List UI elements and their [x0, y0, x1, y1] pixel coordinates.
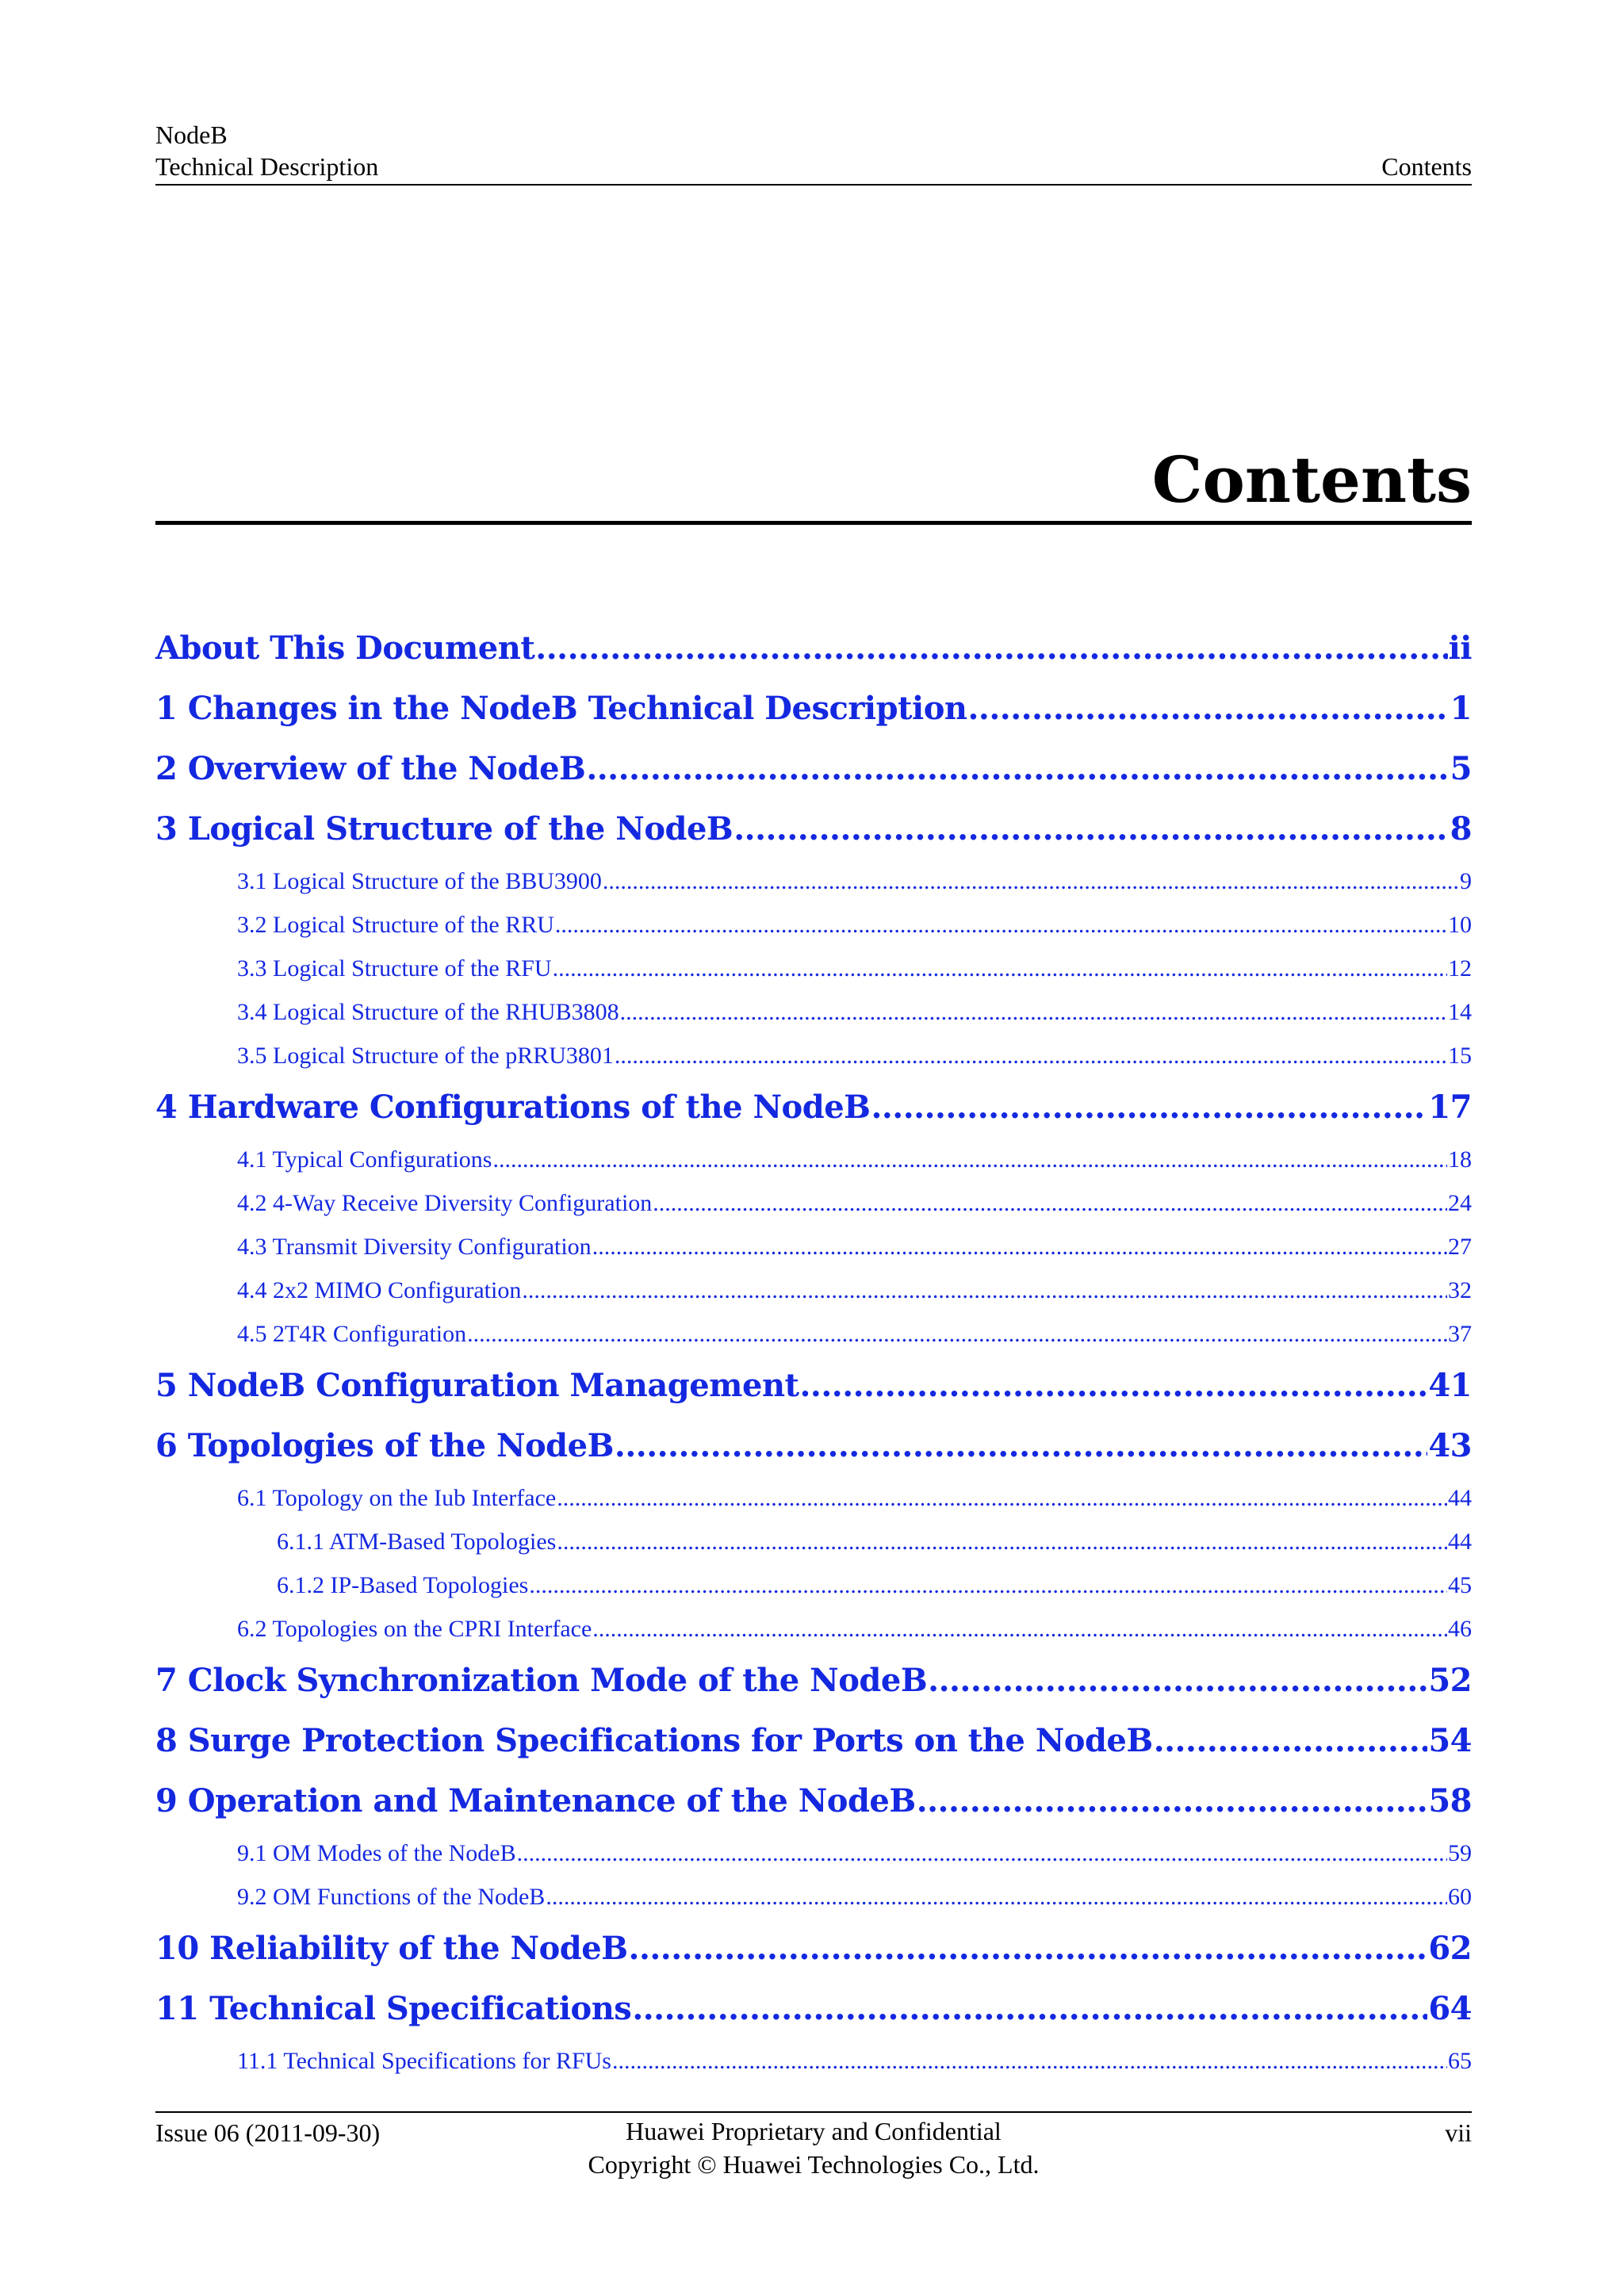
toc-entry-page: 5 [1450, 750, 1472, 787]
toc-leader-dots [917, 1771, 1428, 1831]
toc-leader-dots [592, 1225, 1447, 1269]
toc-entry[interactable] [155, 947, 1472, 990]
toc-entry-title: 9 Operation and Maintenance of the NodeB [155, 1782, 916, 1820]
toc-entry-title: 4.5 2T4R Configuration [237, 1321, 467, 1347]
toc-entry-title: 3.3 Logical Structure of the RFU [237, 955, 552, 982]
toc-entry[interactable] [155, 1651, 1472, 1711]
toc-entry-title: 7 Clock Synchronization Mode of the NodeB [155, 1662, 928, 1699]
toc-entry-page: 44 [1448, 1485, 1472, 1511]
header-section: Contents [1381, 152, 1472, 181]
toc-entry[interactable] [155, 1979, 1472, 2039]
toc-entry[interactable] [155, 1269, 1472, 1312]
toc-entry-page: 8 [1450, 810, 1472, 848]
toc-entry[interactable] [155, 859, 1472, 903]
toc-entry-page: 41 [1428, 1367, 1472, 1404]
toc-entry-page: 14 [1448, 999, 1472, 1025]
toc-entry-title: 6.1.1 ATM-Based Topologies [277, 1529, 557, 1555]
toc-entry-page: 58 [1428, 1782, 1472, 1820]
toc-entry[interactable] [155, 1563, 1472, 1607]
toc-entry[interactable] [155, 1520, 1472, 1563]
toc-entry-title: 11.1 Technical Specifications for RFUs [237, 2048, 611, 2074]
toc-entry-page: 1 [1450, 690, 1472, 727]
toc-entry[interactable] [155, 1919, 1472, 1979]
toc-leader-dots [871, 1077, 1427, 1138]
toc-entry-page: 37 [1448, 1321, 1472, 1347]
toc-leader-dots [629, 1919, 1428, 1979]
toc-leader-dots [592, 1607, 1447, 1651]
toc-leader-dots [620, 990, 1447, 1034]
toc-leader-dots [522, 1269, 1447, 1312]
toc-entry-title: 3.4 Logical Structure of the RHUB3808 [237, 999, 619, 1025]
toc-entry[interactable] [155, 1312, 1472, 1356]
toc-leader-dots [632, 1979, 1427, 2039]
toc-leader-dots [535, 618, 1447, 679]
toc-leader-dots [517, 1831, 1447, 1875]
toc-entry-title: 2 Overview of the NodeB [155, 750, 586, 787]
toc-entry-page: ii [1448, 629, 1472, 667]
footer-copyright: Copyright © Huawei Technologies Co., Ltd. [588, 2150, 1040, 2179]
toc-entry-page: 60 [1448, 1884, 1472, 1910]
toc-leader-dots [555, 903, 1447, 947]
toc-leader-dots [467, 1312, 1447, 1356]
toc-entry-page: 10 [1448, 912, 1472, 938]
toc-entry-title: 3.5 Logical Structure of the pRRU3801 [237, 1043, 614, 1069]
toc-leader-dots [1154, 1711, 1428, 1771]
toc-leader-dots [586, 739, 1449, 799]
toc-entry[interactable] [155, 1356, 1472, 1416]
toc-leader-dots [612, 2039, 1447, 2083]
footer-proprietary: Huawei Proprietary and Confidential [626, 2117, 1002, 2145]
toc-leader-dots [800, 1356, 1428, 1416]
toc-entry-page: 27 [1448, 1234, 1472, 1260]
toc-leader-dots [928, 1651, 1427, 1711]
toc-entry-page: 45 [1448, 1572, 1472, 1598]
toc-entry-page: 18 [1448, 1146, 1472, 1173]
page-footer [155, 2111, 1472, 2181]
toc-entry-title: 6 Topologies of the NodeB [155, 1427, 614, 1464]
toc-entry-title: 4.4 2x2 MIMO Configuration [237, 1277, 522, 1303]
toc-entry-title: 9.2 OM Functions of the NodeB [237, 1884, 546, 1910]
toc-entry-title: About This Document [155, 629, 535, 667]
toc-entry-page: 43 [1428, 1427, 1472, 1464]
toc-leader-dots [546, 1875, 1447, 1919]
toc-entry-title: 9.1 OM Modes of the NodeB [237, 1840, 516, 1866]
toc-entry[interactable] [155, 679, 1472, 739]
toc-entry[interactable] [155, 1416, 1472, 1476]
header-product: NodeB [155, 121, 228, 149]
toc-entry-title: 4.3 Transmit Diversity Configuration [237, 1234, 592, 1260]
toc-entry-title: 3.1 Logical Structure of the BBU3900 [237, 868, 602, 894]
toc-entry-page: 15 [1448, 1043, 1472, 1069]
toc-entry[interactable] [155, 1831, 1472, 1875]
toc-entry-title: 11 Technical Specifications [155, 1990, 632, 2027]
toc-leader-dots [529, 1563, 1447, 1607]
toc-entry[interactable] [155, 1875, 1472, 1919]
toc-entry[interactable] [155, 1711, 1472, 1771]
toc-entry-page: 32 [1448, 1277, 1472, 1303]
toc-entry-title: 4.1 Typical Configurations [237, 1146, 492, 1173]
toc-entry[interactable] [155, 618, 1472, 679]
toc-leader-dots [968, 679, 1450, 739]
toc-entry-title: 6.1.2 IP-Based Topologies [277, 1572, 529, 1598]
toc-entry-title: 10 Reliability of the NodeB [155, 1930, 628, 1967]
toc-entry[interactable] [155, 1607, 1472, 1651]
toc-entry-page: 65 [1448, 2048, 1472, 2074]
toc-leader-dots [733, 799, 1449, 859]
toc-entry-title: 1 Changes in the NodeB Technical Description [155, 690, 967, 727]
toc-leader-dots [615, 1416, 1427, 1476]
toc-entry-title: 8 Surge Protection Specifications for Ports on the NodeB [155, 1722, 1153, 1759]
header-doc-title: Technical Description [155, 152, 379, 181]
toc-entry[interactable] [155, 1476, 1472, 1520]
page-title: Contents [155, 440, 1472, 525]
toc-entry[interactable] [155, 1034, 1472, 1077]
toc-entry-title: 6.1 Topology on the Iub Interface [237, 1485, 557, 1511]
toc-leader-dots [553, 947, 1447, 990]
toc-entry[interactable] [155, 739, 1472, 799]
toc-leader-dots [557, 1476, 1447, 1520]
toc-entry[interactable] [155, 1077, 1472, 1138]
footer-issue: Issue 06 (2011-09-30) [155, 2118, 381, 2147]
toc-leader-dots [615, 1034, 1447, 1077]
toc-entry-page: 24 [1448, 1190, 1472, 1216]
toc-entry-page: 46 [1448, 1616, 1472, 1642]
toc-entry-page: 17 [1428, 1089, 1472, 1126]
toc-leader-dots [603, 859, 1459, 903]
toc-entry[interactable] [155, 1771, 1472, 1831]
toc-entry-title: 3 Logical Structure of the NodeB [155, 810, 733, 848]
table-of-contents [155, 618, 1472, 2083]
toc-leader-dots [492, 1138, 1447, 1181]
toc-entry-page: 64 [1428, 1990, 1472, 2027]
toc-entry[interactable] [155, 1225, 1472, 1269]
toc-entry-page: 54 [1428, 1722, 1472, 1759]
footer-page-number: vii [1445, 2118, 1472, 2147]
toc-leader-dots [653, 1181, 1447, 1225]
toc-entry-page: 12 [1448, 955, 1472, 982]
toc-entry[interactable] [155, 1138, 1472, 1181]
toc-entry-page: 9 [1460, 868, 1472, 894]
toc-entry-title: 6.2 Topologies on the CPRI Interface [237, 1616, 592, 1642]
toc-entry-title: 4 Hardware Configurations of the NodeB [155, 1089, 871, 1126]
toc-entry[interactable] [155, 903, 1472, 947]
toc-entry[interactable] [155, 1181, 1472, 1225]
toc-leader-dots [557, 1520, 1447, 1563]
toc-entry-page: 44 [1448, 1529, 1472, 1555]
toc-entry[interactable] [155, 990, 1472, 1034]
toc-entry-page: 52 [1428, 1662, 1472, 1699]
toc-entry-page: 59 [1448, 1840, 1472, 1866]
toc-entry-page: 62 [1428, 1930, 1472, 1967]
toc-entry[interactable] [155, 2039, 1472, 2083]
toc-entry[interactable] [155, 799, 1472, 859]
toc-entry-title: 3.2 Logical Structure of the RRU [237, 912, 554, 938]
toc-entry-title: 4.2 4-Way Receive Diversity Configuration [237, 1190, 653, 1216]
toc-entry-title: 5 NodeB Configuration Management [155, 1367, 799, 1404]
page-header [155, 119, 1472, 186]
